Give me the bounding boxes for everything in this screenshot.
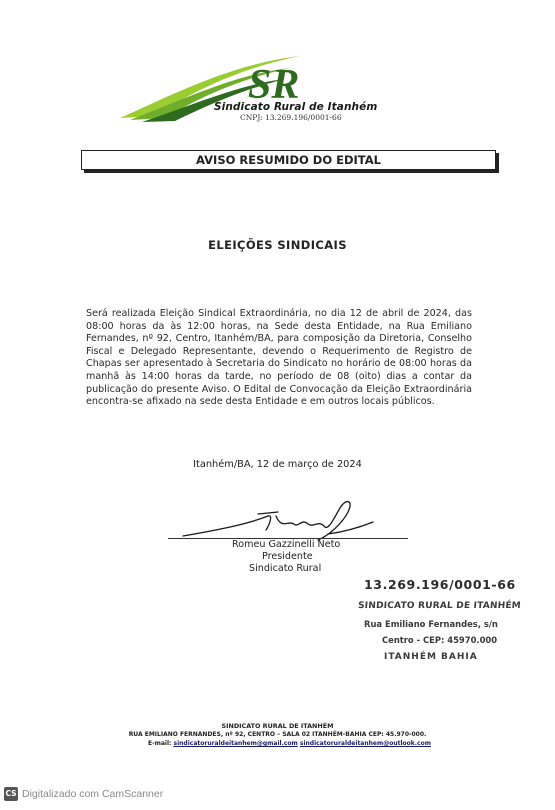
logo-letters: SR	[248, 62, 300, 108]
camscanner-icon: CS	[4, 787, 18, 801]
stamp-cnpj: 13.269.196/0001-66	[364, 577, 516, 592]
stamp-name: SINDICATO RURAL DE ITANHÉM	[357, 601, 522, 611]
place-date: Itanhém/BA, 12 de março de 2024	[193, 459, 362, 470]
signatory-role: Presidente	[262, 551, 313, 562]
footer-org: SINDICATO RURAL DE ITANHÉM	[221, 722, 334, 730]
notice-body: Será realizada Eleição Sindical Extraordinária, no dia 12 de abril de 2024, das 08:00 horas da às 12:00 horas, na Sede desta Entidade, na Rua Emiliano Fernandes, nº 92, Centro, Itanhém/BA, para composição da Diretoria, Conselho Fiscal e Delegado Representante, devendo o Requerimento de Registro de Chapas ser apresentado à Secretaria do Sindicato no horário de 08:00 horas da manhã às 14:00 horas da tarde, no período de 08 (oito) dias a contar da publicação do presente Aviso. O Edital de Convocação da Eleição Extraordinária encontra-se afixado na sede desta Entidade e em outros locais públicos.	[86, 308, 472, 408]
footer-emails	[12, 740, 555, 747]
camscanner-text: Digitalizado com CamScanner	[22, 788, 164, 800]
logo-org-name: Sindicato Rural de Itanhém	[214, 101, 378, 113]
signatory-org: Sindicato Rural	[249, 563, 322, 574]
footer-email-label: E-mail:	[148, 740, 172, 747]
stamp-cep: Centro - CEP: 45970.000	[382, 635, 498, 645]
logo-cnpj: CNPJ: 13.269.196/0001-66	[240, 113, 342, 122]
stamp-address: Rua Emiliano Fernandes, s/n	[364, 619, 498, 629]
notice-title: AVISO RESUMIDO DO EDITAL	[81, 150, 496, 170]
footer-email-gmail[interactable]: sindicatoruraldeitanhem@gmail.com	[173, 740, 298, 747]
handwritten-signature	[178, 494, 378, 544]
footer-email-outlook[interactable]: sindicatoruraldeitanhem@outlook.com	[299, 740, 431, 747]
footer-address: RUA EMILIANO FERNANDES, nº 92, CENTRO – SALA 02 ITANHÉM-BAHIA CEP: 45.970-000.	[128, 731, 427, 738]
signatory-name: Romeu Gazzinelli Neto	[232, 539, 341, 550]
stamp-city: ITANHÉM BAHIA	[384, 652, 478, 662]
notice-subtitle: ELEIÇÕES SINDICAIS	[208, 238, 347, 252]
